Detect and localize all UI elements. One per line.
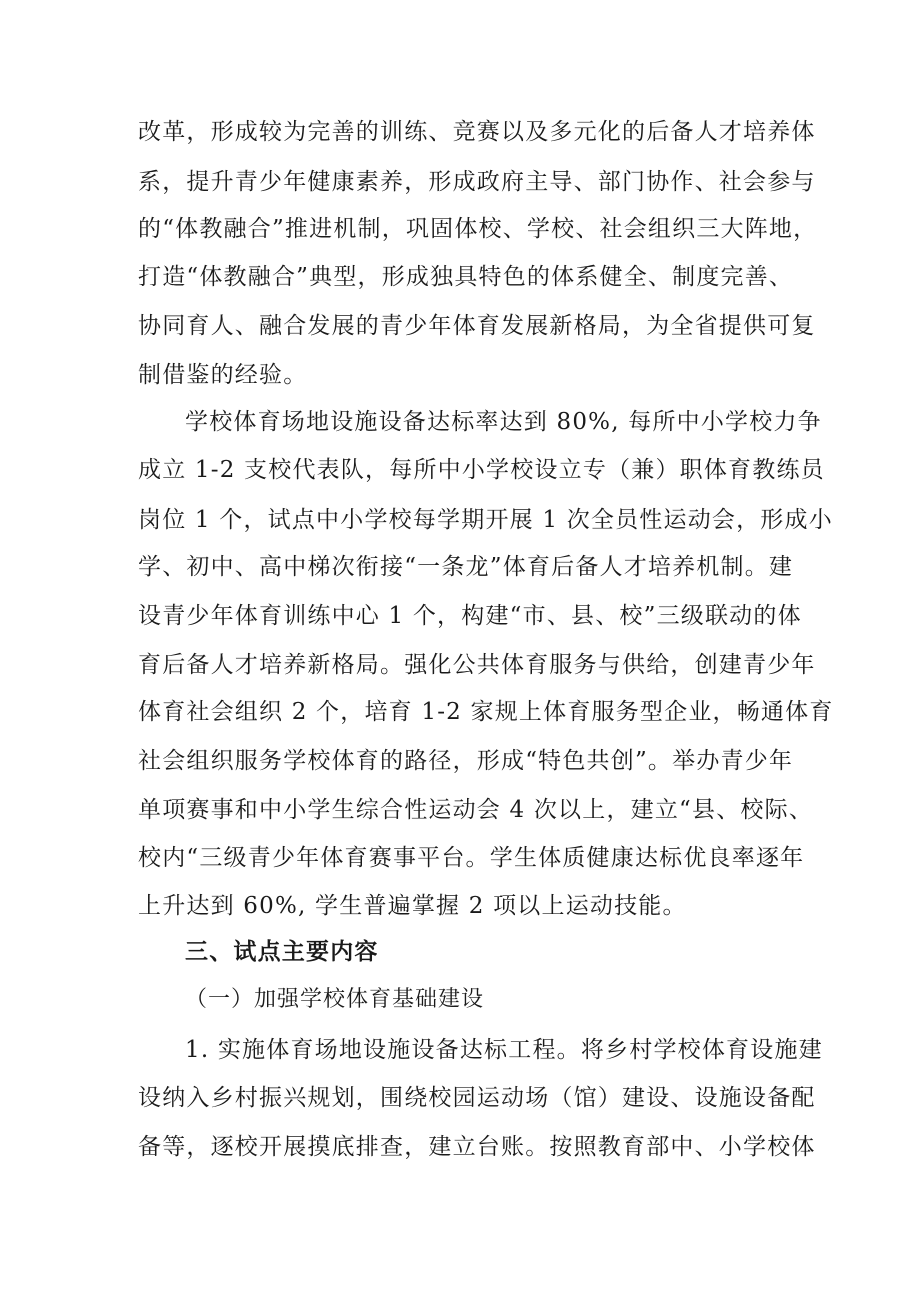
paragraph-line: 学、初中、高中梯次衔接“一条龙”体育后备人才培养机制。建 xyxy=(138,554,794,580)
paragraph-line: 体育社会组织 2 个，培育 1-2 家规上体育服务型企业，畅通体育 xyxy=(138,699,834,725)
paragraph-line: 1. 实施体育场地设施设备达标工程。将乡村学校体育设施建 xyxy=(185,1037,823,1063)
paragraph-line: 设青少年体育训练中心 1 个，构建“市、县、校”三级联动的体 xyxy=(138,603,802,629)
paragraph-line: 设纳入乡村振兴规划，围绕校园运动场（馆）建设、设施设备配 xyxy=(138,1085,816,1111)
paragraph-line: 的“体教融合”推进机制，巩固体校、学校、社会组织三大阵地， xyxy=(138,216,818,242)
paragraph-line: 上升达到 60%, 学生普遍掌握 2 项以上运动技能。 xyxy=(138,893,687,919)
paragraph-line: 社会组织服务学校体育的路径，形成“特色共创”。举办青少年 xyxy=(138,748,794,774)
paragraph-line: 学校体育场地设施设备达标率达到 80%, 每所中小学校力争 xyxy=(185,409,822,435)
paragraph-line: 单项赛事和中小学生综合性运动会 4 次以上，建立“县、校际、 xyxy=(138,797,814,823)
paragraph-line: 成立 1-2 支校代表队，每所中小学校设立专（兼）职体育教练员 xyxy=(138,457,825,483)
section-heading: 三、试点主要内容 xyxy=(185,939,379,965)
subsection-heading: （一）加强学校体育基础建设 xyxy=(185,987,485,1012)
paragraph-line: 系，提升青少年健康素养，形成政府主导、部门协作、社会参与 xyxy=(138,169,816,195)
paragraph-line: 校内“三级青少年体育赛事平台。学生体质健康达标优良率逐年 xyxy=(138,845,805,871)
paragraph-line: 备等，逐校开展摸底排查，建立台账。按照教育部中、小学校体 xyxy=(138,1134,816,1160)
paragraph-line: 改革，形成较为完善的训练、竞赛以及多元化的后备人才培养体 xyxy=(138,119,816,145)
paragraph-line: 育后备人才培养新格局。强化公共体育服务与供给，创建青少年 xyxy=(138,652,816,678)
paragraph-line: 协同育人、融合发展的青少年体育发展新格局，为全省提供可复 xyxy=(138,313,816,339)
paragraph-line: 岗位 1 个，试点中小学校每学期开展 1 次全员性运动会，形成小 xyxy=(138,507,833,533)
paragraph-line: 制借鉴的经验。 xyxy=(138,362,308,388)
paragraph-line: 打造“体教融合”典型，形成独具特色的体系健全、制度完善、 xyxy=(138,264,794,290)
